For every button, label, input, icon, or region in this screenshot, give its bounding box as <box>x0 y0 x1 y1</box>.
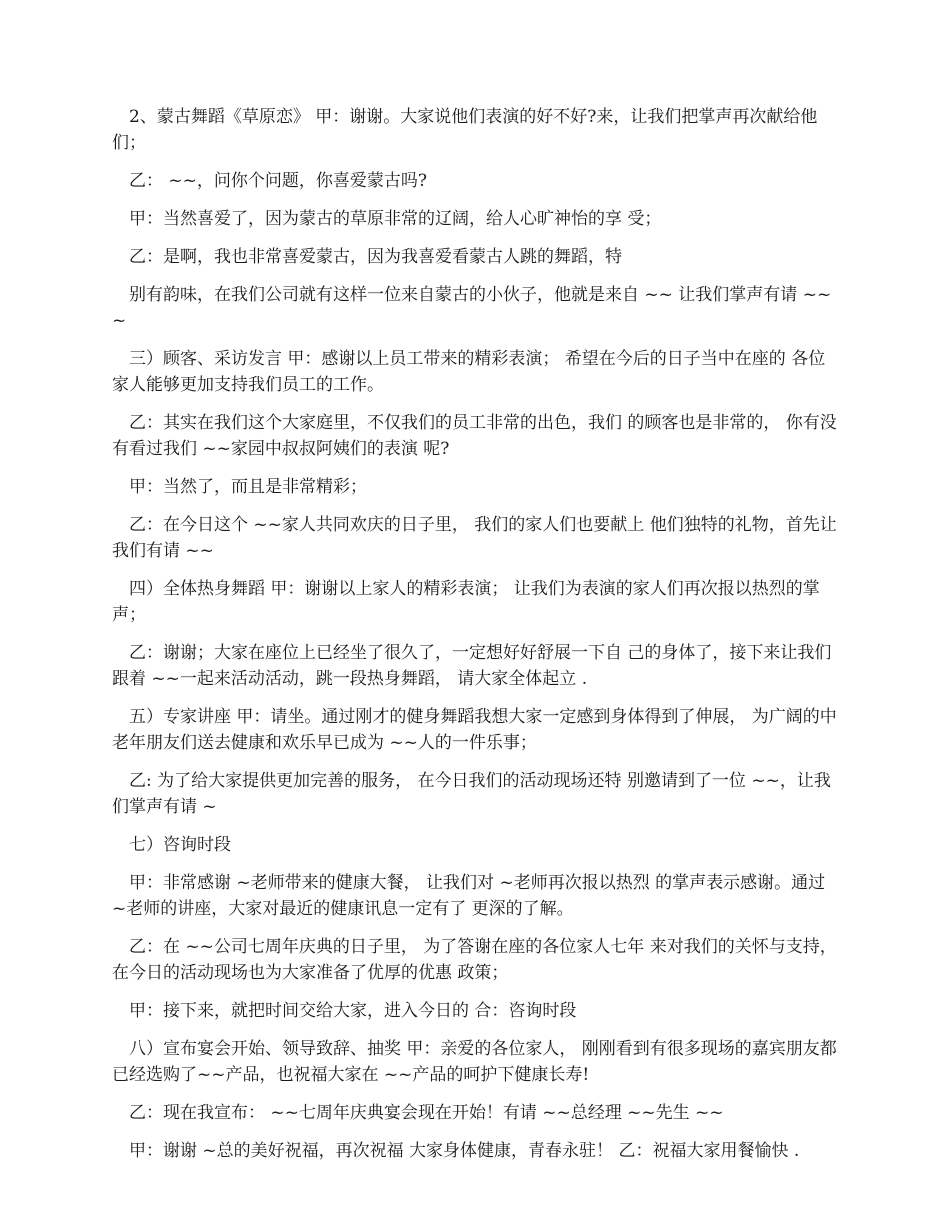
paragraph-9: 乙：在今日这个 ~~家人共同欢庆的日子里， 我们的家人们也要献上 他们独特的礼物，首先让我们有请 ~~ <box>112 515 837 561</box>
paragraph-8: 甲：当然了，而且是非常精彩； <box>129 477 367 497</box>
paragraph-18: 八）宣布宴会开始、领导致辞、抽奖 甲：亲爱的各位家人， 刚刚看到有很多现场的嘉宾朋友都已经选购了~~产品，也祝福大家在 ~~产品的呵护下健康长寿! <box>112 1039 837 1085</box>
paragraph-14: 七）咨询时段 <box>129 835 231 855</box>
paragraph-10: 四）全体热身舞蹈 甲：谢谢以上家人的精彩表演； 让我们为表演的家人们再次报以热烈的掌声； <box>112 579 820 625</box>
paragraph-7: 乙：其实在我们这个大家庭里，不仅我们的员工非常的出色，我们 的顾客也是非常的， 你有没有看过我们 ~~家园中叔叔阿姨们的表演 呢? <box>112 413 837 459</box>
paragraph-4: 乙：是啊，我也非常喜爱蒙古，因为我喜爱看蒙古人跳的舞蹈，特 <box>129 247 622 267</box>
paragraph-20: 甲：谢谢 ~总的美好祝福，再次祝福 大家身体健康，青春永驻！ 乙：祝福大家用餐愉快 . <box>129 1141 800 1161</box>
paragraph-5: 别有韵味，在我们公司就有这样一位来自蒙古的小伙子，他就是来自 ~~ 让我们掌声有请 ~~~ <box>112 285 832 331</box>
document-body <box>112 104 843 1176</box>
paragraph-16: 乙：在 ~~公司七周年庆典的日子里， 为了答谢在座的各位家人七年 来对我们的关怀与支持， 在今日的活动现场也为大家准备了优厚的优惠 政策； <box>112 937 843 983</box>
paragraph-11: 乙：谢谢；大家在座位上已经坐了很久了，一定想好好舒展一下自 己的身体了，接下来让我们跟着 ~~一起来活动活动，跳一段热身舞蹈， 请大家全体起立 . <box>112 643 832 689</box>
paragraph-6: 三）顾客、采访发言 甲：感谢以上员工带来的精彩表演； 希望在今后的日子当中在座的 各位家人能够更加支持我们员工的工作。 <box>112 349 826 395</box>
paragraph-13: 乙: 为了给大家提供更加完善的服务， 在今日我们的活动现场还特 别邀请到了一位 ~~，让我们掌声有请 ~ <box>112 771 831 817</box>
paragraph-1: 2、蒙古舞蹈《草原恋》 甲：谢谢。大家说他们表演的好不好?来，让我们把掌声再次献给他们； <box>112 107 818 153</box>
paragraph-3: 甲：当然喜爱了，因为蒙古的草原非常的辽阔，给人心旷神怡的享 受； <box>129 209 662 229</box>
paragraph-15: 甲：非常感谢 ~老师带来的健康大餐， 让我们对 ~老师再次报以热烈 的掌声表示感谢。通过 ~老师的讲座，大家对最近的健康讯息一定有了 更深的了解。 <box>112 873 831 919</box>
paragraph-2: 乙： ~~，问你个问题，你喜爱蒙古吗? <box>129 171 428 191</box>
paragraph-19: 乙：现在我宣布： ~~七周年庆典宴会现在开始！有请 ~~总经理 ~~先生 ~~ <box>129 1103 724 1123</box>
paragraph-12: 五）专家讲座 甲：请坐。通过刚才的健身舞蹈我想大家一定感到身体得到了伸展， 为广阔的中老年朋友们送去健康和欢乐早已成为 ~~人的一件乐事； <box>112 707 837 753</box>
paragraph-17: 甲：接下来，就把时间交给大家，进入今日的 合：咨询时段 <box>129 1001 577 1021</box>
